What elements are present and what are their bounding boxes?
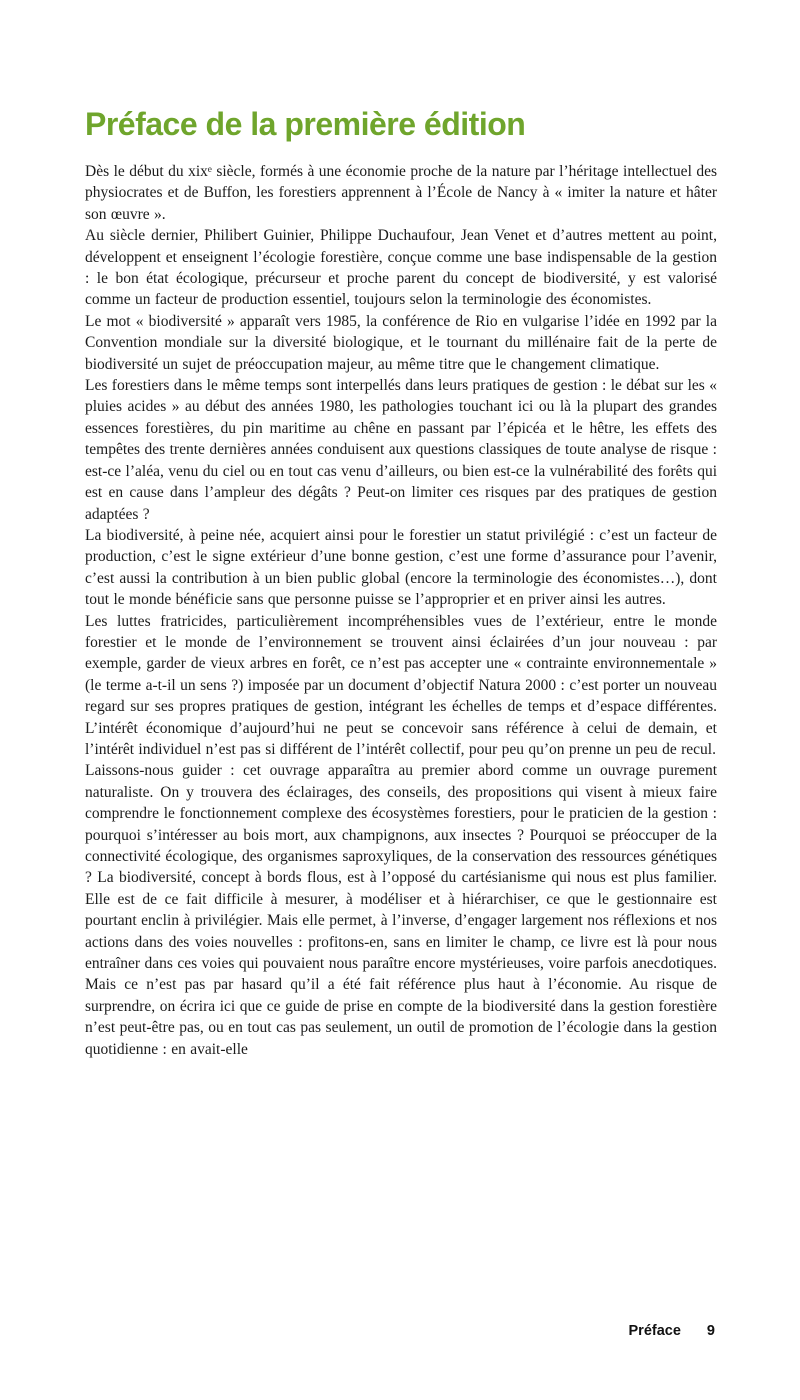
- preface-paragraph: Dès le début du xixᵉ siècle, formés à une économie proche de la nature par l’héritage intellectuel des physiocrates et de Buffon, les forestiers apprennent à l’École de Nancy à « imiter la nature et hâter son œuvre ».: [85, 163, 717, 223]
- preface-paragraph: Les luttes fratricides, particulièrement incompréhensibles vues de l’extérieur, entre le monde forestier et le monde de l’environnement se trouvent ainsi éclairées d’un jour nouveau : par exemple, garder de vieux arbres en forêt, ce n’est pas accepter une « contrainte environnementale » (le terme a-t-il un sens ?) imposée par un document d’objectif Natura 2000 : c’est porter un nouveau regard sur ses propres pratiques de gestion, intégrant les échelles de temps et d’espace différentes. L’intérêt économique d’aujourd’hui ne peut se concevoir sans référence à celui de demain, et l’intérêt individuel n’est pas si différent de l’intérêt collectif, pour peu qu’on prenne un peu de recul.: [85, 612, 717, 758]
- page-footer: [629, 1323, 715, 1339]
- page-content: [85, 104, 717, 1060]
- preface-paragraph: Les forestiers dans le même temps sont interpellés dans leurs pratiques de gestion : le débat sur les « pluies acides » au début des années 1980, les pathologies touchant ici ou là la plupart des grandes essences forestières, du pin maritime au chêne en passant par l’épicéa et le hêtre, les effets des tempêtes des trente dernières années conduisent aux questions classiques de toute analyse de risque : est-ce l’aléa, venu du ciel ou en tout cas venu d’ailleurs, ou bien est-ce la vulnérabilité des forêts qui est en cause dans l’ampleur des dégâts ? Peut-on limiter ces risques par des pratiques de gestion adaptées ?: [85, 377, 717, 523]
- page-title: Préface de la première édition: [85, 106, 526, 142]
- preface-paragraph: La biodiversité, à peine née, acquiert ainsi pour le forestier un statut privilégié : c’est un facteur de production, c’est le signe extérieur d’une bonne gestion, c’est une forme d’assurance pour l’avenir, c’est aussi la contribution à un bien public global (encore la terminologie des économistes…), dont tout le monde bénéficie sans que personne puisse se l’approprier et en priver ainsi les autres.: [85, 526, 717, 609]
- footer-page-number: 9: [706, 1323, 715, 1339]
- preface-text: [85, 161, 717, 1060]
- footer-section-label: Préface: [628, 1323, 681, 1339]
- preface-paragraph: Laissons-nous guider : cet ouvrage apparaîtra au premier abord comme un ouvrage purement naturaliste. On y trouvera des éclairages, des conseils, des propositions qui visent à mieux faire comprendre le fonctionnement complexe des écosystèmes forestiers, pour le praticien de la gestion : pourquoi s’intéresser au bois mort, aux champignons, aux insectes ? Pourquoi se préoccuper de la connectivité écologique, des organismes saproxyliques, de la conservation des ressources génétiques ? La biodiversité, concept à bords flous, est à l’opposé du cartésianisme qui nous est plus familier. Elle est de ce fait difficile à mesurer, à modéliser et à hiérarchiser, ce que le gestionnaire est pourtant enclin à privilégier. Mais elle permet, à l’inverse, d’engager largement nos réflexions et nos actions dans des voies nouvelles : profitons-en, sans en limiter le champ, ce livre est là pour nous entraîner dans ces voies qui pouvaient nous paraître encore mystérieuses, voire parfois anecdotiques. Mais ce n’est pas par hasard qu’il a été fait référence plus haut à l’économie. Au risque de surprendre, on écrira ici que ce guide de prise en compte de la biodiversité dans la gestion forestière n’est peut-être pas, ou en tout cas pas seulement, un outil de promotion de l’écologie dans la gestion quotidienne : en avait-elle: [85, 762, 717, 1058]
- preface-paragraph: Au siècle dernier, Philibert Guinier, Philippe Duchaufour, Jean Venet et d’autres mettent au point, développent et enseignent l’écologie forestière, conçue comme une base indispensable de la gestion : le bon état écologique, précurseur et proche parent du concept de biodiversité, y est valorisé comme un facteur de production essentiel, toujours selon la terminologie des économistes.: [85, 227, 717, 309]
- preface-paragraph: Le mot « biodiversité » apparaît vers 1985, la conférence de Rio en vulgarise l’idée en 1992 par la Convention mondiale sur la diversité biologique, et le tournant du millénaire fait de la perte de biodiversité un sujet de préoccupation majeur, au même titre que le changement climatique.: [85, 312, 717, 373]
